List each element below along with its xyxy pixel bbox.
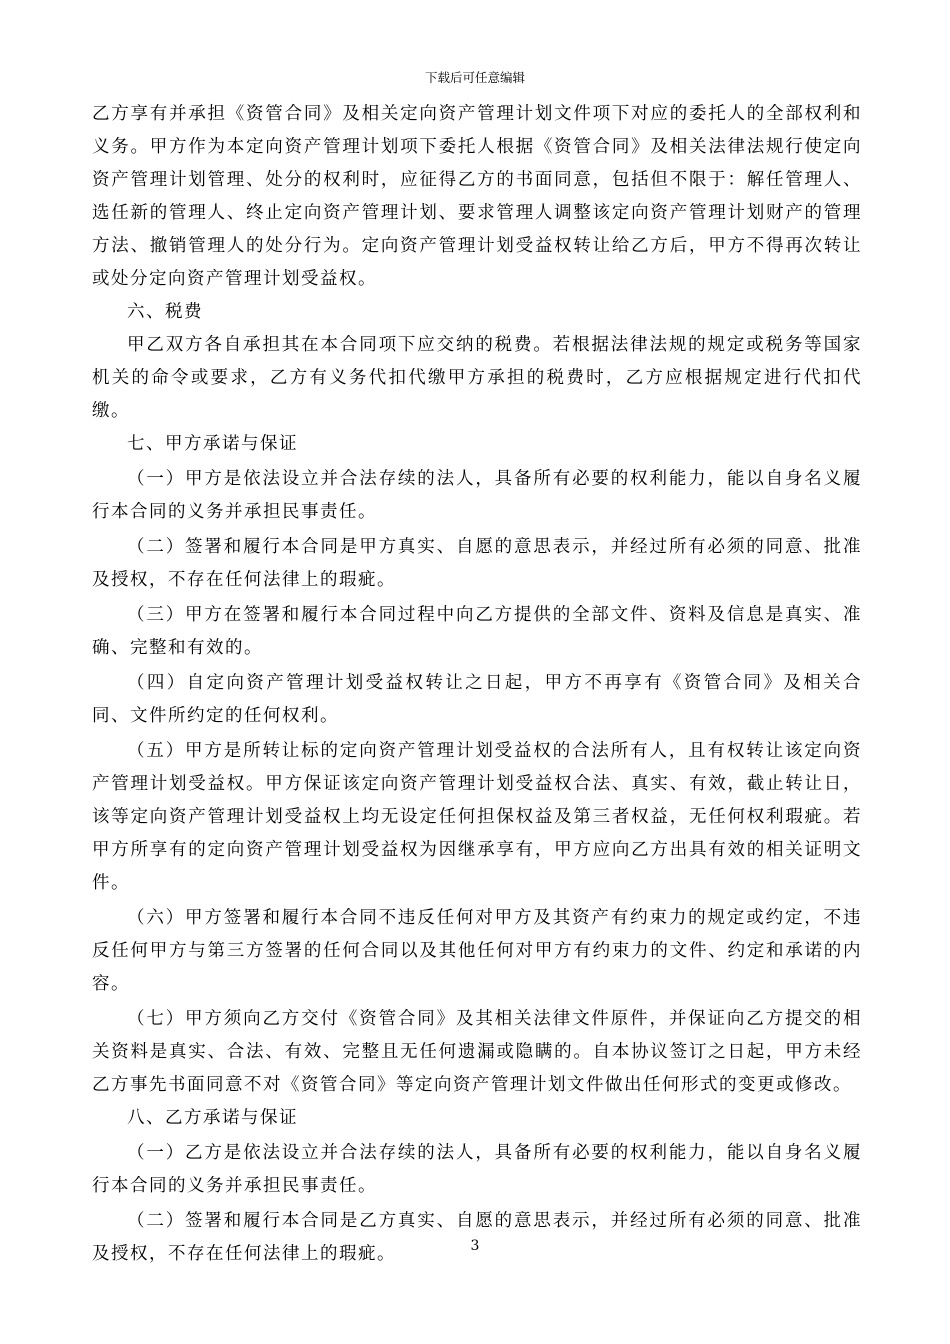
- clause-8-1: （一）乙方是依法设立并合法存续的法人，具备所有必要的权利能力，能以自身名义履行本合同的义务并承担民事责任。: [92, 1143, 862, 1196]
- document-body: [92, 98, 862, 1271]
- clause-7-3: （三）甲方在签署和履行本合同过程中向乙方提供的全部文件、资料及信息是真实、准确、完整和有效的。: [92, 605, 862, 658]
- page-header: 下载后可任意编辑: [424, 70, 525, 85]
- paragraph-continued: 乙方享有并承担《资管合同》及相关定向资产管理计划文件项下对应的委托人的全部权利和义务。甲方作为本定向资产管理计划项下委托人根据《资管合同》及相关法律法规行使定向资产管理计划管理、处分的权利时，应征得乙方的书面同意，包括但不限于：解任管理人、选任新的管理人、终止定向资产管理计划、要求管理人调整该定向资产管理计划财产的管理方法、撤销管理人的处分行为。定向资产管理计划受益权转让给乙方后，甲方不得再次转让或处分定向资产管理计划受益权。: [92, 104, 862, 289]
- clause-8-2: （二）签署和履行本合同是乙方真实、自愿的意思表示，并经过所有必须的同意、批准及授权，不存在任何法律上的瑕疵。: [92, 1211, 862, 1264]
- section-heading-party-a-warranties: 七、甲方承诺与保证: [127, 434, 298, 454]
- clause-7-7: （七）甲方须向乙方交付《资管合同》及其相关法律文件原件，并保证向乙方提交的相关资料是真实、合法、有效、完整且无任何遗漏或隐瞒的。自本协议签订之日起，甲方未经乙方事先书面同意不对《资管合同》等定向资产管理计划文件做出任何形式的变更或修改。: [92, 1009, 862, 1095]
- clause-7-4: （四）自定向资产管理计划受益权转让之日起，甲方不再享有《资管合同》及相关合同、文件所约定的任何权利。: [92, 673, 862, 726]
- section-heading-party-b-warranties: 八、乙方承诺与保证: [127, 1108, 298, 1128]
- clause-7-1: （一）甲方是依法设立并合法存续的法人，具备所有必要的权利能力，能以自身名义履行本合同的义务并承担民事责任。: [92, 469, 862, 522]
- clause-7-5: （五）甲方是所转让标的定向资产管理计划受益权的合法所有人，且有权转让该定向资产管理计划受益权。甲方保证该定向资产管理计划受益权合法、真实、有效，截止转让日，该等定向资产管理计划受益权上均无设定任何担保权益及第三者权益，无任何权利瑕疵。若甲方所享有的定向资产管理计划受益权为因继承享有，甲方应向乙方出具有效的相关证明文件。: [92, 741, 862, 893]
- clause-7-2: （二）签署和履行本合同是甲方真实、自愿的意思表示，并经过所有必须的同意、批准及授权，不存在任何法律上的瑕疵。: [92, 537, 862, 590]
- paragraph-taxes: 甲乙双方各自承担其在本合同项下应交纳的税费。若根据法律法规的规定或税务等国家机关的命令或要求，乙方有义务代扣代缴甲方承担的税费时，乙方应根据规定进行代扣代缴。: [92, 335, 862, 421]
- page-number: 3: [470, 1238, 480, 1254]
- section-heading-taxes: 六、税费: [127, 302, 203, 322]
- clause-7-6: （六）甲方签署和履行本合同不违反任何对甲方及其资产有约束力的规定或约定，不违反任何甲方与第三方签署的任何合同以及其他任何对甲方有约束力的文件、约定和承诺的内容。: [92, 908, 862, 994]
